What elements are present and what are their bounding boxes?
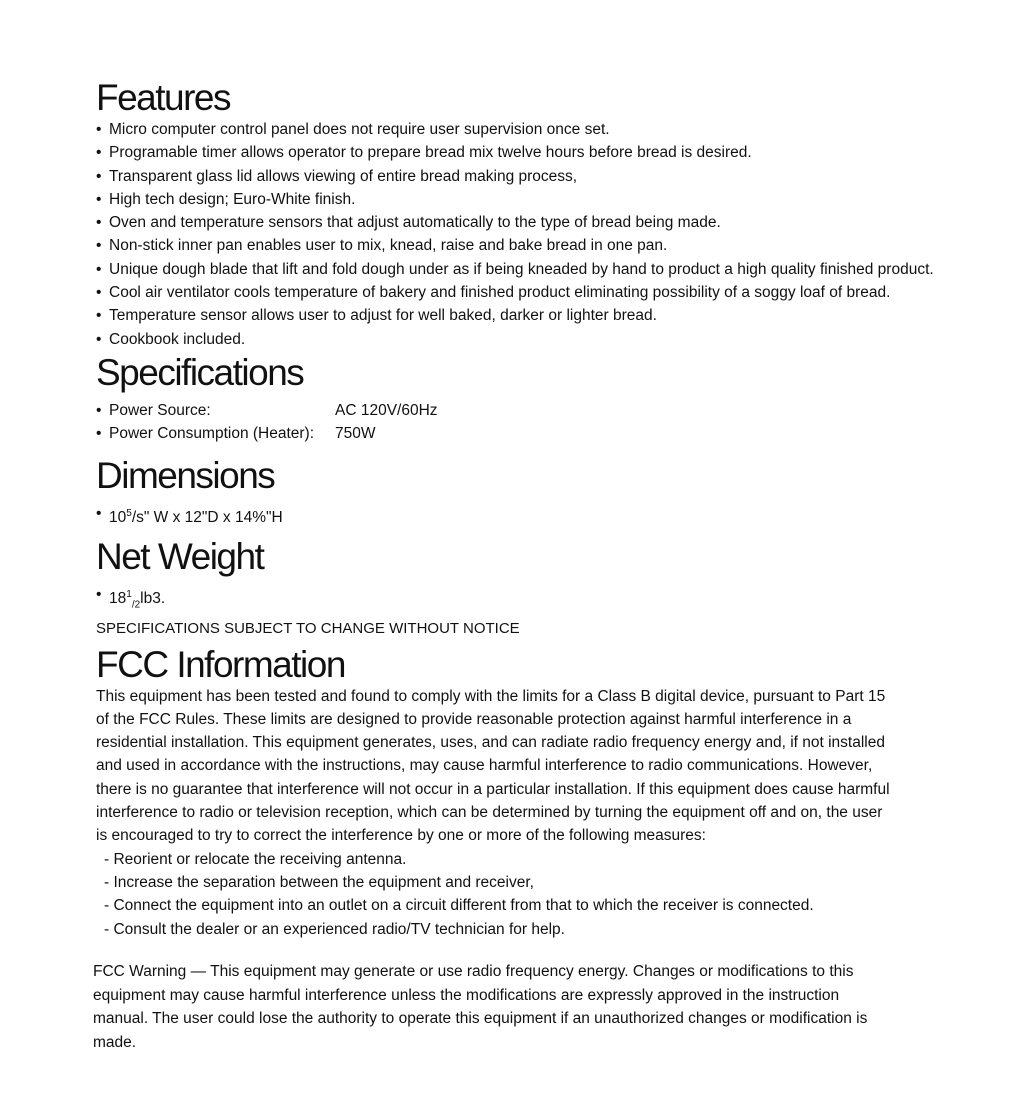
list-item: • Temperature sensor allows user to adjust for well baked, darker or lighter bread.: [96, 307, 657, 325]
list-item: • $10^5/s$" W x 12"D x 14%"H: [96, 504, 283, 526]
features-heading: Features: [96, 77, 231, 118]
fcc-line: is encouraged to try to correct the interference by one or more of the following measures:: [96, 827, 706, 845]
manual-page: [93, 77, 996, 1055]
list-item: • Cool air ventilator cools temperature of bakery and finished product eliminating possibility of a soggy loaf of bread.: [96, 284, 891, 302]
list-item: • Unique dough blade that lift and fold dough under as if being kneaded by hand to product a high quality finished product.: [96, 260, 934, 278]
fcc-line: and used in accordance with the instructions, may cause harmful interference to radio communications. However,: [96, 757, 873, 775]
list-item: • Micro computer control panel does not require user supervision once set.: [96, 121, 610, 138]
features-list: [96, 118, 996, 351]
list-item: • Programable timer allows operator to prepare bread mix twelve hours before bread is desired.: [96, 144, 752, 162]
change-notice: SPECIFICATIONS SUBJECT TO CHANGE WITHOUT NOTICE: [96, 619, 520, 637]
list-item: • Oven and temperature sensors that adjust automatically to the type of bread being made.: [96, 214, 721, 232]
list-item: • Cookbook included.: [96, 330, 246, 348]
specifications-list: [96, 399, 996, 446]
list-item: • Non-stick inner pan enables user to mix, knead, raise and bake bread in one pan.: [96, 237, 668, 255]
fcc-line: interference to radio or television reception, which can be determined by turning the equipment off and on, the user: [96, 804, 883, 822]
list-item: - Increase the separation between the equipment and receiver,: [104, 873, 534, 891]
warning-line: equipment may cause harmful interference unless the modifications are expressly approved in the instruction: [93, 986, 840, 1004]
net-weight-heading: Net Weight: [96, 536, 264, 578]
list-item: • $18^1_{/2}lb3$.: [96, 586, 166, 611]
fcc-heading: FCC Information: [96, 643, 345, 685]
fcc-line: of the FCC Rules. These limits are designed to provide reasonable protection against harmful interference in a: [96, 710, 852, 728]
list-item: • Transparent glass lid allows viewing of entire bread making process,: [96, 167, 578, 185]
fcc-measures: [96, 848, 996, 941]
fcc-line: residential installation. This equipment generates, uses, and can radiate radio frequency energy and, if not installed: [96, 734, 885, 752]
specifications-heading: Specifications: [96, 351, 304, 393]
spec-row: • Power Source: AC 120V/60Hz: [96, 401, 438, 419]
fcc-line: This equipment has been tested and found to comply with the limits for a Class B digital device, pursuant to Part 15: [96, 687, 886, 705]
warning-line: manual. The user could lose the authority to operate this equipment if an unauthorized changes or modification is: [93, 1010, 868, 1028]
fcc-line: there is no guarantee that interference will not occur in a particular installation. If this equipment does cause harmful: [96, 780, 890, 798]
warning-line: FCC Warning — This equipment may generate or use radio frequency energy. Changes or modifications to this: [93, 962, 854, 980]
dimensions-list: [96, 502, 996, 529]
spec-row: • Power Consumption (Heater): 750W: [96, 425, 376, 443]
fcc-body: [96, 685, 996, 941]
list-item: - Reorient or relocate the receiving antenna.: [104, 850, 407, 868]
list-item: - Consult the dealer or an experienced radio/TV technician for help.: [104, 920, 565, 938]
list-item: - Connect the equipment into an outlet on a circuit different from that to which the receiver is connected.: [104, 897, 814, 915]
warning-line: made.: [93, 1034, 137, 1052]
net-weight-list: [96, 583, 996, 617]
dimensions-heading: Dimensions: [96, 454, 275, 496]
list-item: • High tech design; Euro-White finish.: [96, 190, 356, 208]
fcc-warning: [93, 960, 996, 1055]
